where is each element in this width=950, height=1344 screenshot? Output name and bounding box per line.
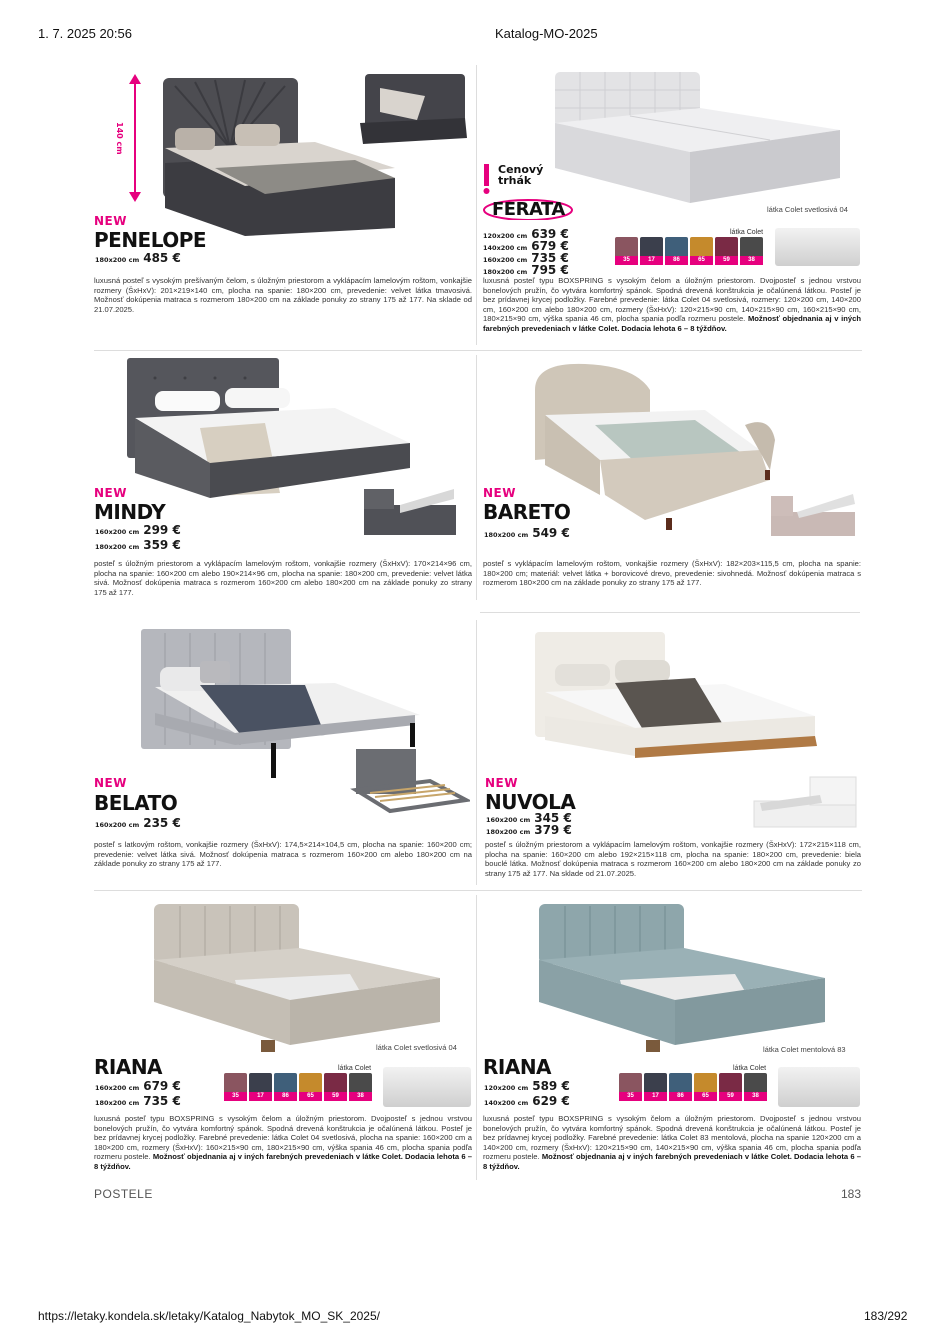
product-name: RIANA — [483, 1055, 552, 1079]
belato-frame-image — [350, 745, 470, 815]
swatch-code: 59 — [324, 1092, 347, 1101]
riana-grey-bed-image — [150, 900, 450, 1060]
product-description — [483, 276, 861, 334]
product-description: luxusná posteľ s vysokým prešívaným čelom, s úložným priestorom a vyklápacím lamelovým roštom, vonkajšie rozmery (ŠxHxV): 201×219×140 cm, plocha na spanie: 180×200 cm, prevedenie: velvet látka tmavosivá. Možnosť dokúpenia matraca s rozmerom 180×200 cm na základe ponuky zo strany 175 až 177. Na sklade od 21.07.2025. — [94, 276, 472, 314]
storage-thumbnail — [778, 1067, 860, 1107]
product-description: posteľ s latkovým roštom, vonkajšie rozmery (ŠxHxV): 174,5×214×104,5 cm, plocha na spanie: 160×200 cm; prevedenie: velvet látka sivá. Možnosť dokúpenia matraca s rozmerom 160×200 cm alebo 180×200 cm na základe ponuky zo strany 175 až 177. — [94, 840, 472, 869]
price-value: 679 € — [143, 1079, 181, 1093]
swatch-chip — [615, 237, 638, 265]
print-page-count: 183/292 — [864, 1309, 908, 1323]
product-name: MINDY — [94, 500, 166, 524]
price-value: 589 € — [532, 1079, 570, 1093]
price-list — [483, 228, 569, 276]
price-value: 485 € — [143, 251, 181, 265]
price-value: 345 € — [534, 811, 572, 825]
size-label: 180x200 cm — [95, 543, 140, 551]
fabric-caption: látka Colet svetlosivá 04 — [376, 1043, 457, 1052]
divider — [476, 620, 477, 885]
swatch-chip — [349, 1073, 372, 1101]
size-label: 140x200 cm — [484, 1099, 529, 1107]
new-badge: NEW — [94, 776, 127, 790]
swatch-chip — [690, 237, 713, 265]
price-hit-label: Cenový trhák — [498, 163, 544, 187]
swatch-chip — [715, 237, 738, 265]
nuvola-storage-image — [750, 773, 860, 833]
price-value: 735 € — [531, 251, 569, 265]
size-label: 180x200 cm — [484, 531, 529, 539]
new-badge: NEW — [94, 214, 127, 228]
swatch-label: látka Colet — [338, 1065, 372, 1072]
storage-thumbnail — [383, 1067, 471, 1107]
size-label: 180x200 cm — [483, 268, 528, 276]
description-text: luxusná posteľ typu BOXSPRING s vysokým čelom a úložným priestorom. Dvojposteľ s jednou vrstvou bonelových pružín, čo vytvára komfortný spánok. Spodná drevená konštrukcia je očalúnená látkou. Posteľ je bez prídavnej krycej podložky. Farebné prevedenie: látka Colet 83 mentolová, plocha na spanie 120×200 cm a 140×200 cm, rozmery (ŠxHxV): 120×215×90 cm, 140×215×90 cm, výška spania 46 cm, plocha spania podľa rozmeru postele. — [483, 1114, 861, 1162]
product-name: NUVOLA — [485, 790, 576, 814]
storage-thumbnail — [775, 228, 860, 266]
print-datetime: 1. 7. 2025 20:56 — [38, 26, 132, 41]
divider — [94, 350, 862, 351]
new-badge: NEW — [483, 486, 516, 500]
product-name: BARETO — [483, 500, 571, 524]
price-list — [95, 817, 181, 829]
swatch-code: 65 — [690, 256, 713, 265]
swatch-code: 35 — [224, 1092, 247, 1101]
swatch-code: 38 — [740, 256, 763, 265]
price-value: 299 € — [143, 523, 181, 537]
price-value: 235 € — [143, 816, 181, 830]
penelope-bed-image — [95, 68, 475, 238]
product-name: BELATO — [94, 791, 178, 815]
swatch-chip — [694, 1073, 717, 1101]
divider — [94, 890, 862, 891]
price-value: 679 € — [531, 239, 569, 253]
swatch-chip — [644, 1073, 667, 1101]
price-value: 629 € — [532, 1094, 570, 1108]
price-list — [486, 812, 572, 836]
price-value: 549 € — [532, 526, 570, 540]
source-url[interactable]: https://letaky.kondela.sk/letaky/Katalog_Nabytok_MO_SK_2025/ — [38, 1309, 380, 1323]
description-note: Možnosť objednania aj v iných farebných prevedeniach v látke Colet. Dodacia lehota 6 – 8 týždňov. — [483, 1152, 861, 1171]
size-label: 120x200 cm — [483, 232, 528, 240]
page-number: 183 — [841, 1187, 862, 1201]
price-value: 359 € — [143, 538, 181, 552]
description-note: Možnosť objednania aj v iných farebných prevedeniach v látke Colet. Dodacia lehota 6 – 8 týždňov. — [483, 314, 861, 333]
riana-mint-bed-image — [535, 900, 835, 1060]
swatch-code: 59 — [719, 1092, 742, 1101]
divider — [476, 895, 477, 1180]
swatch-label: látka Colet — [730, 229, 764, 236]
ferata-bed-image — [540, 68, 860, 213]
swatch-chip — [740, 237, 763, 265]
price-value: 379 € — [534, 823, 572, 837]
swatch-code: 86 — [669, 1092, 692, 1101]
swatch-chip — [719, 1073, 742, 1101]
swatch-code: 86 — [274, 1092, 297, 1101]
mindy-storage-image — [360, 485, 460, 540]
fabric-swatches — [619, 1073, 767, 1101]
swatch-code: 65 — [694, 1092, 717, 1101]
divider — [480, 612, 860, 613]
divider — [476, 355, 477, 600]
size-label: 120x200 cm — [484, 1084, 529, 1092]
swatch-code: 38 — [744, 1092, 767, 1101]
size-label: 160x200 cm — [483, 256, 528, 264]
size-label: 160x200 cm — [95, 528, 140, 536]
swatch-chip — [224, 1073, 247, 1101]
mindy-bed-image — [125, 358, 425, 503]
size-label: 160x200 cm — [486, 816, 531, 824]
product-description: posteľ s vyklápacím lamelovým roštom, vonkajšie rozmery (ŠxHxV): 182×203×115,5 cm, plocha na spanie: 180×200 cm; materiál: velvet látka + borovicové drevo, prevedenie: sivohnedá. Možnosť dokúpenia matraca s rozmerom 180×200 cm na základe ponuky zo strany 175 až 177. — [483, 559, 861, 588]
swatch-chip — [640, 237, 663, 265]
size-label: 160x200 cm — [95, 1084, 140, 1092]
product-description — [483, 1114, 861, 1172]
price-list — [95, 524, 181, 554]
swatch-chip — [665, 237, 688, 265]
swatch-chip — [274, 1073, 297, 1101]
fabric-caption: látka Colet svetlosivá 04 — [767, 205, 848, 214]
height-label: 140 cm — [115, 122, 124, 155]
price-list — [95, 1080, 181, 1110]
size-label: 180x200 cm — [95, 256, 140, 264]
price-list — [484, 1080, 570, 1110]
new-badge: NEW — [485, 776, 518, 790]
product-name: FERATA — [492, 199, 565, 220]
swatch-code: 86 — [665, 256, 688, 265]
swatch-code: 17 — [644, 1092, 667, 1101]
size-label: 160x200 cm — [95, 821, 140, 829]
fabric-swatches — [224, 1073, 372, 1101]
swatch-label: látka Colet — [733, 1065, 767, 1072]
section-label: POSTELE — [94, 1187, 153, 1201]
size-label: 180x200 cm — [486, 828, 531, 836]
price-list — [484, 527, 570, 539]
swatch-code: 17 — [640, 256, 663, 265]
fabric-swatches — [615, 237, 763, 265]
description-text: luxusná posteľ typu BOXSPRING s vysokým čelom a úložným priestorom. Dvojposteľ s jednou vrstvou bonelových pružín, čo vytvára komfortný spánok. Spodná drevená konštrukcia je očalúnená látkou. Posteľ je bez prídavnej krycej podložky. Farebné prevedenie: látka Colet 04 svetlosivá, rozmery: 120×200 cm, 140×200 cm, 160×200 cm alebo 180×200 cm, rozmery (ŠxHxV): 120×215×90 cm, 140×215×90 cm, 160×215×90 cm, 180×215×90 cm, výška spania 46 cm, plocha spania podľa rozmeru postele. — [483, 276, 861, 324]
product-description: posteľ s úložným priestorom a vyklápacím lamelovým roštom, vonkajšie rozmery (ŠxHxV): 172×215×118 cm, plocha na spanie: 160×200 cm alebo 192×215×118 cm, plocha na spanie: 180×200 cm, prevedenie: biela bouclé látka. Možnosť dokúpenia matraca s rozmerom 160×200 cm alebo 180×200 cm na základe ponuky zo strany 175 až 177. Na sklade od 21.07.2025. — [485, 840, 861, 878]
bareto-storage-image — [765, 490, 860, 540]
product-description: posteľ s úložným priestorom a vyklápacím lamelovým roštom, vonkajšie rozmery (ŠxHxV): 170×214×96 cm, plocha na spanie: 160×200 cm alebo 190×214×96 cm, plocha na spanie: 180×200 cm, prevedenie: velvet látka sivá. Možnosť dokúpenia matraca s rozmerom 160×200 cm alebo 180×200 cm na základe ponuky zo strany 175 až 177. — [94, 559, 472, 597]
product-name: RIANA — [94, 1055, 163, 1079]
swatch-chip — [299, 1073, 322, 1101]
document-title: Katalog-MO-2025 — [495, 26, 598, 41]
price-value: 795 € — [531, 263, 569, 277]
nuvola-bed-image — [525, 628, 825, 758]
price-value: 639 € — [531, 227, 569, 241]
swatch-code: 35 — [615, 256, 638, 265]
swatch-chip — [324, 1073, 347, 1101]
swatch-code: 35 — [619, 1092, 642, 1101]
swatch-code: 65 — [299, 1092, 322, 1101]
description-text: luxusná posteľ typu BOXSPRING s vysokým čelom a úložným priestorom. Dvojposteľ s jednou vrstvou bonelových pružín, čo vytvára komfortný spánok. Spodná drevená konštrukcia je očalúnená látkou. Posteľ je bez prídavnej krycej podložky. Farebné prevedenie: látka Colet 04 svetlosivá, plocha na spanie: 160×200 cm a 180×200 cm, rozmery (ŠxHxV): 160×215×90 cm, 180×215×90 cm, výška spania 46 cm, plocha spania podľa rozmeru postele. — [94, 1114, 472, 1162]
description-note: Možnosť objednania aj v iných farebných prevedeniach v látke Colet. Dodacia lehota 6 – 8 týždňov. — [94, 1152, 472, 1171]
swatch-code: 38 — [349, 1092, 372, 1101]
product-description — [94, 1114, 472, 1172]
price-list — [95, 252, 181, 264]
size-label: 180x200 cm — [95, 1099, 140, 1107]
product-name: PENELOPE — [94, 228, 207, 252]
swatch-chip — [669, 1073, 692, 1101]
divider — [476, 65, 477, 345]
swatch-code: 59 — [715, 256, 738, 265]
size-label: 140x200 cm — [483, 244, 528, 252]
fabric-caption: látka Colet mentolová 83 — [763, 1045, 846, 1054]
price-value: 735 € — [143, 1094, 181, 1108]
swatch-chip — [249, 1073, 272, 1101]
swatch-chip — [744, 1073, 767, 1101]
swatch-chip — [619, 1073, 642, 1101]
swatch-code: 17 — [249, 1092, 272, 1101]
new-badge: NEW — [94, 486, 127, 500]
